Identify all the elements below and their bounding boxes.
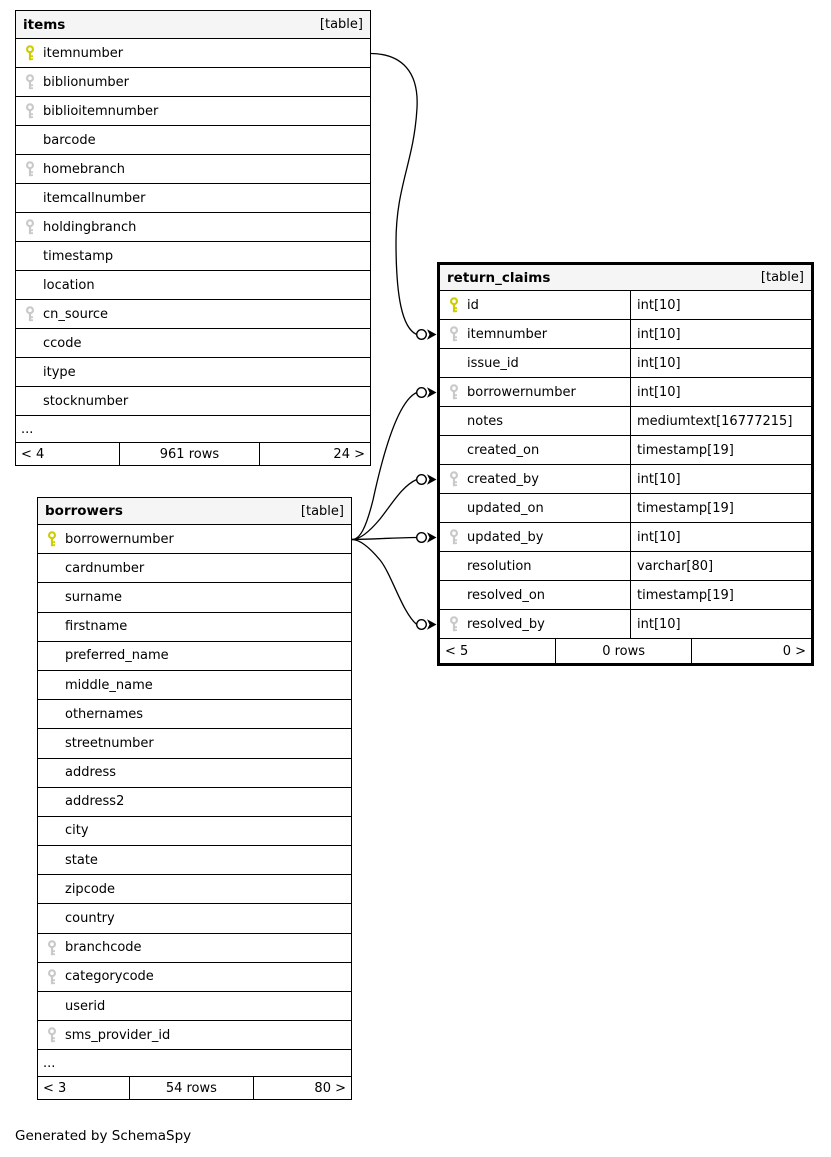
column-name: preferred_name [65, 648, 169, 664]
foreign-key-icon [16, 74, 43, 90]
column-row-location[interactable] [16, 271, 370, 300]
foreign-key-icon [440, 616, 467, 632]
column-type: int[10] [637, 529, 681, 545]
foreign-key-icon [38, 1027, 65, 1043]
relationship-endpoint [417, 329, 437, 339]
column-row-ccode[interactable] [16, 329, 370, 358]
table-title[interactable]: items [23, 16, 66, 33]
foreign-key-icon [16, 103, 43, 119]
column-name: middle_name [65, 677, 153, 693]
column-row-state[interactable] [38, 846, 351, 875]
column-name: itemcallnumber [43, 190, 146, 206]
column-name: country [65, 911, 115, 927]
table-header-items[interactable] [16, 11, 370, 39]
column-type: timestamp[19] [637, 442, 734, 458]
column-name: branchcode [65, 940, 142, 956]
column-row-preferred_name[interactable] [38, 642, 351, 671]
table-type-badge: [table] [319, 17, 363, 32]
column-name: biblionumber [43, 74, 130, 90]
column-name: issue_id [467, 355, 519, 371]
column-name: created_on [467, 442, 540, 458]
column-row-country[interactable] [38, 904, 351, 933]
column-name: biblioitemnumber [43, 103, 159, 119]
column-type: timestamp[19] [637, 500, 734, 516]
column-row-resolution[interactable] [440, 552, 811, 581]
column-type: mediumtext[16777215] [637, 413, 793, 429]
column-name: userid [65, 998, 106, 1014]
column-name: location [43, 277, 95, 293]
column-type: int[10] [637, 616, 681, 632]
column-name: surname [65, 589, 122, 605]
column-name: firstname [65, 619, 128, 635]
column-name: id [467, 297, 479, 313]
primary-key-icon [38, 531, 65, 547]
column-row-branchcode[interactable] [38, 934, 351, 963]
column-type: int[10] [637, 355, 681, 371]
column-row-created_by[interactable] [440, 465, 811, 494]
column-row-updated_on[interactable] [440, 494, 811, 523]
column-type: varchar[80] [637, 558, 714, 574]
column-row-resolved_by[interactable] [440, 610, 811, 639]
relationship-line-items-itemnumber [371, 54, 417, 335]
column-row-biblioitemnumber[interactable] [16, 97, 370, 126]
foreign-key-icon [38, 940, 65, 956]
column-row-address[interactable] [38, 759, 351, 788]
foreign-key-icon [440, 529, 467, 545]
generated-by-note: Generated by SchemaSpy [15, 1128, 192, 1144]
column-row-timestamp[interactable] [16, 242, 370, 271]
column-row-holdingbranch[interactable] [16, 213, 370, 242]
footer-row-count: 0 rows [555, 639, 692, 663]
relationship-endpoint [417, 532, 437, 542]
foreign-key-icon [38, 969, 65, 985]
column-name: zipcode [65, 881, 116, 897]
table-header-borrowers[interactable] [38, 498, 351, 525]
column-row-resolved_on[interactable] [440, 581, 811, 610]
footer-children-count: < 3 [43, 1080, 67, 1096]
primary-key-icon [440, 297, 467, 313]
table-footer [440, 639, 811, 663]
column-type: int[10] [637, 384, 681, 400]
column-name: state [65, 852, 98, 868]
entity-table-return-claims[interactable] [437, 262, 814, 666]
footer-row-count: 961 rows [119, 443, 261, 465]
table-header-return-claims[interactable] [440, 265, 811, 291]
column-name: address [65, 765, 117, 781]
column-row-cardnumber[interactable] [38, 554, 351, 583]
footer-children-count: < 5 [445, 643, 469, 659]
relationship-line-borrowers-updated-by [352, 538, 417, 540]
relationship-line-borrowers-resolved-by [352, 540, 417, 625]
column-row-address2[interactable] [38, 788, 351, 817]
column-row-streetnumber[interactable] [38, 729, 351, 758]
truncated-columns-row: ... [16, 416, 370, 443]
table-type-badge: [table] [760, 270, 804, 285]
foreign-key-icon [440, 326, 467, 342]
column-row-othernames[interactable] [38, 700, 351, 729]
column-name: sms_provider_id [65, 1027, 171, 1043]
column-name: streetnumber [65, 735, 154, 751]
column-type: int[10] [637, 297, 681, 313]
table-type-badge: [table] [300, 503, 344, 519]
column-type: timestamp[19] [637, 587, 734, 603]
footer-parents-count: 24 > [333, 446, 365, 462]
column-row-surname[interactable] [38, 583, 351, 612]
column-row-firstname[interactable] [38, 613, 351, 642]
column-type: int[10] [637, 471, 681, 487]
column-row-created_on[interactable] [440, 436, 811, 465]
column-row-borrowernumber[interactable] [38, 525, 351, 554]
column-row-borrowernumber[interactable] [440, 378, 811, 407]
column-name: itemnumber [43, 45, 124, 61]
column-row-homebranch[interactable] [16, 155, 370, 184]
column-row-cn_source[interactable] [16, 300, 370, 329]
relationship-endpoint [417, 474, 437, 484]
column-name: itype [43, 364, 76, 380]
column-name: homebranch [43, 161, 126, 177]
footer-parents-count: 80 > [314, 1080, 346, 1096]
column-row-itemnumber[interactable] [16, 39, 370, 68]
column-name: resolution [467, 558, 532, 574]
column-name: updated_by [467, 529, 544, 545]
column-row-city[interactable] [38, 817, 351, 846]
column-rows [38, 525, 351, 1050]
column-row-id[interactable] [440, 291, 811, 320]
column-name: categorycode [65, 969, 154, 985]
foreign-key-icon [440, 384, 467, 400]
column-name: cn_source [43, 306, 109, 322]
column-row-itemcallnumber[interactable] [16, 184, 370, 213]
column-row-updated_by[interactable] [440, 523, 811, 552]
foreign-key-icon [440, 471, 467, 487]
table-footer [38, 1077, 351, 1099]
column-row-issue_id[interactable] [440, 349, 811, 378]
column-row-itype[interactable] [16, 358, 370, 387]
column-row-middle_name[interactable] [38, 671, 351, 700]
column-name: city [65, 823, 89, 839]
column-rows [16, 39, 370, 416]
column-name: timestamp [43, 248, 114, 264]
column-row-sms_provider_id[interactable] [38, 1021, 351, 1050]
truncated-columns-row: ... [38, 1050, 351, 1077]
foreign-key-icon [16, 219, 43, 235]
relationship-endpoint [417, 387, 437, 397]
entity-table-borrowers[interactable] [37, 497, 352, 1100]
column-row-itemnumber[interactable] [440, 320, 811, 349]
column-name: holdingbranch [43, 219, 137, 235]
table-title[interactable]: borrowers [45, 503, 123, 519]
column-name: barcode [43, 132, 96, 148]
column-row-barcode[interactable] [16, 126, 370, 155]
column-name: resolved_on [467, 587, 546, 603]
column-name: created_by [467, 471, 539, 487]
relationship-endpoint [417, 619, 437, 629]
footer-children-count: < 4 [21, 446, 45, 462]
column-name: stocknumber [43, 393, 129, 409]
column-name: updated_on [467, 500, 544, 516]
table-footer [16, 443, 370, 465]
column-row-stocknumber[interactable] [16, 387, 370, 416]
column-row-userid[interactable] [38, 992, 351, 1021]
column-rows [440, 291, 811, 639]
footer-row-count: 54 rows [129, 1077, 254, 1099]
column-name: itemnumber [467, 326, 548, 342]
column-row-zipcode[interactable] [38, 875, 351, 904]
column-name: cardnumber [65, 560, 145, 576]
column-name: borrowernumber [467, 384, 576, 400]
foreign-key-icon [16, 306, 43, 322]
table-title[interactable]: return_claims [447, 269, 551, 286]
column-row-biblionumber[interactable] [16, 68, 370, 97]
entity-table-items[interactable] [15, 10, 371, 466]
column-row-notes[interactable] [440, 407, 811, 436]
column-row-categorycode[interactable] [38, 963, 351, 992]
column-name: borrowernumber [65, 531, 174, 547]
column-name: othernames [65, 706, 144, 722]
column-name: resolved_by [467, 616, 545, 632]
footer-parents-count: 0 > [782, 643, 806, 659]
primary-key-icon [16, 45, 43, 61]
column-name: notes [467, 413, 504, 429]
column-name: address2 [65, 794, 125, 810]
column-type: int[10] [637, 326, 681, 342]
column-name: ccode [43, 335, 82, 351]
foreign-key-icon [16, 161, 43, 177]
relationship-line-borrowers-created-by [352, 480, 417, 540]
